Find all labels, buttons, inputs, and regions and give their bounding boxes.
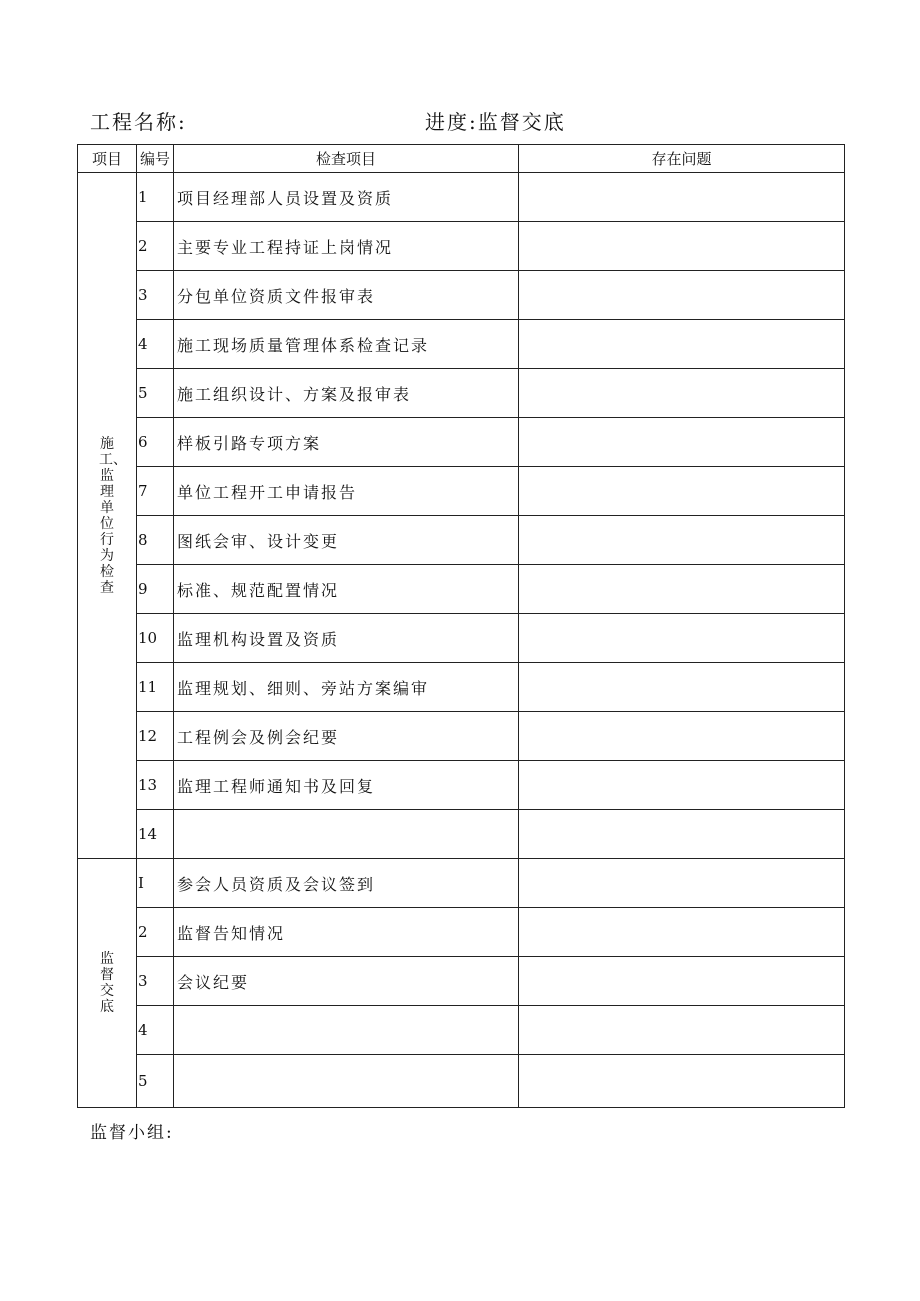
section-label-cell [78, 859, 137, 1108]
issue-cell[interactable] [519, 908, 845, 957]
row-number: 1 [137, 173, 174, 222]
inspection-table [77, 144, 845, 1108]
issue-cell[interactable] [519, 1055, 845, 1108]
check-item: 会议纪要 [174, 957, 519, 1006]
table-row [78, 1006, 845, 1055]
table-row [78, 908, 845, 957]
row-number: 3 [137, 957, 174, 1006]
check-item: 工程例会及例会纪要 [174, 712, 519, 761]
check-item: 单位工程开工申请报告 [174, 467, 519, 516]
check-item: 监理规划、细则、旁站方案编审 [174, 663, 519, 712]
row-number: 6 [137, 418, 174, 467]
issue-cell[interactable] [519, 614, 845, 663]
issue-cell[interactable] [519, 173, 845, 222]
table-row [78, 957, 845, 1006]
check-item [174, 810, 519, 859]
check-item: 样板引路专项方案 [174, 418, 519, 467]
check-item: 项目经理部人员设置及资质 [174, 173, 519, 222]
table-header-row [78, 145, 845, 173]
row-number: 3 [137, 271, 174, 320]
table-body [78, 173, 845, 1108]
row-number: 10 [137, 614, 174, 663]
row-number: 4 [137, 320, 174, 369]
row-number: 7 [137, 467, 174, 516]
check-item: 监督告知情况 [174, 908, 519, 957]
issue-cell[interactable] [519, 418, 845, 467]
row-number: 5 [137, 369, 174, 418]
supervision-group-label: 监督小组: [90, 1123, 174, 1143]
row-number: 2 [137, 908, 174, 957]
row-number: 12 [137, 712, 174, 761]
issue-cell[interactable] [519, 859, 845, 908]
table-row [78, 810, 845, 859]
issue-cell[interactable] [519, 957, 845, 1006]
row-number: 9 [137, 565, 174, 614]
table-row [78, 1055, 845, 1108]
row-number: 8 [137, 516, 174, 565]
table-row [78, 516, 845, 565]
row-number: 2 [137, 222, 174, 271]
table-row [78, 565, 845, 614]
section-label: 监督交底 [100, 951, 114, 1015]
table-row [78, 320, 845, 369]
row-number: 4 [137, 1006, 174, 1055]
issue-cell[interactable] [519, 467, 845, 516]
table-row [78, 761, 845, 810]
check-item: 监理工程师通知书及回复 [174, 761, 519, 810]
check-item [174, 1006, 519, 1055]
row-number: 11 [137, 663, 174, 712]
row-number: 5 [137, 1055, 174, 1108]
issue-cell[interactable] [519, 516, 845, 565]
progress-label: 进度:监督交底 [425, 110, 566, 134]
section-label: 施工、监理单位行为检查 [99, 435, 127, 596]
check-item: 施工组织设计、方案及报审表 [174, 369, 519, 418]
column-header-section: 项目 [78, 145, 137, 173]
section-label-cell [78, 173, 137, 859]
table-row [78, 222, 845, 271]
issue-cell[interactable] [519, 1006, 845, 1055]
issue-cell[interactable] [519, 369, 845, 418]
table-row [78, 173, 845, 222]
column-header-issues: 存在问题 [519, 145, 845, 173]
table-row [78, 859, 845, 908]
check-item: 图纸会审、设计变更 [174, 516, 519, 565]
check-item [174, 1055, 519, 1108]
table-row [78, 614, 845, 663]
row-number: 13 [137, 761, 174, 810]
document-header [90, 106, 850, 136]
column-header-number: 编号 [137, 145, 174, 173]
issue-cell[interactable] [519, 222, 845, 271]
issue-cell[interactable] [519, 565, 845, 614]
table-row [78, 271, 845, 320]
check-item: 施工现场质量管理体系检查记录 [174, 320, 519, 369]
column-header-check-item: 检查项目 [174, 145, 519, 173]
issue-cell[interactable] [519, 810, 845, 859]
check-item: 监理机构设置及资质 [174, 614, 519, 663]
issue-cell[interactable] [519, 712, 845, 761]
row-number: 14 [137, 810, 174, 859]
check-item: 主要专业工程持证上岗情况 [174, 222, 519, 271]
issue-cell[interactable] [519, 320, 845, 369]
table-row [78, 712, 845, 761]
project-name-label: 工程名称: [90, 110, 187, 134]
row-number: I [137, 859, 174, 908]
table-row [78, 369, 845, 418]
issue-cell[interactable] [519, 761, 845, 810]
issue-cell[interactable] [519, 663, 845, 712]
issue-cell[interactable] [519, 271, 845, 320]
table-row [78, 467, 845, 516]
table-row [78, 418, 845, 467]
check-item: 参会人员资质及会议签到 [174, 859, 519, 908]
table-row [78, 663, 845, 712]
check-item: 分包单位资质文件报审表 [174, 271, 519, 320]
check-item: 标准、规范配置情况 [174, 565, 519, 614]
